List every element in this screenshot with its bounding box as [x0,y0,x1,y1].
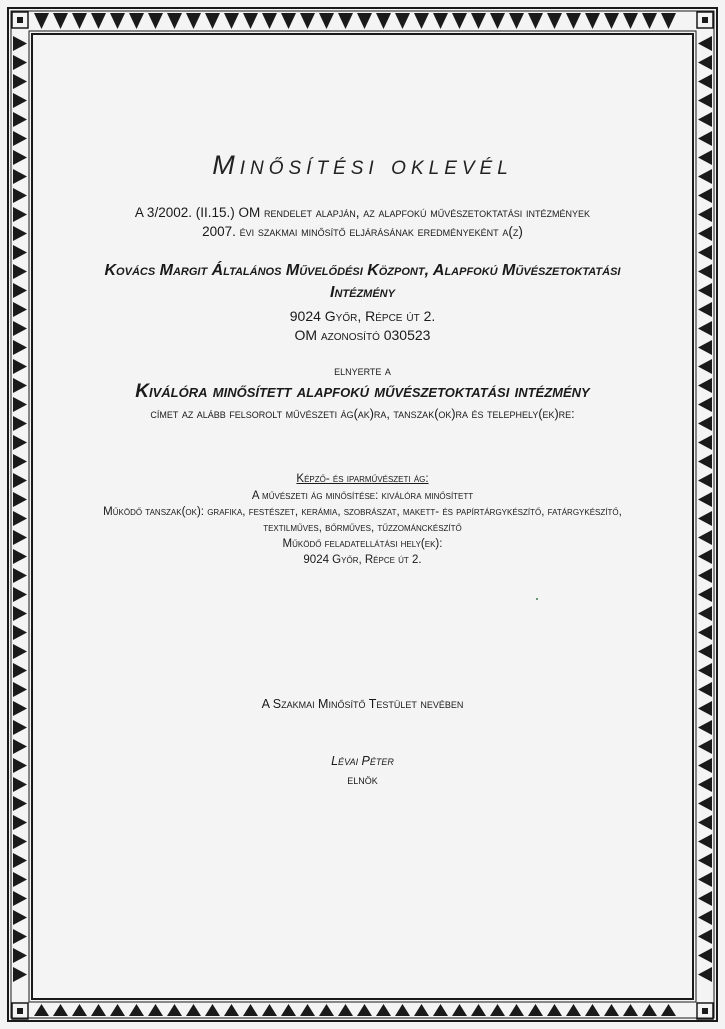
ink-speck [536,598,538,600]
intro-line-2: 2007. évi szakmai minősítő eljárásának eredményeként a(z) [202,224,523,239]
certificate-title: Minősítési oklevél [212,150,513,180]
site-address: 9024 Győr, Répce út 2. [303,554,422,566]
won-text: elnyerte a [334,364,391,378]
intro-line-1: A 3/2002. (II.15.) OM rendelet alapján, az alapfokú művészetoktatási intézmények [134,205,591,220]
certificate-content [40,0,685,1029]
branch-heading: Képző- és iparművészeti ág: [296,473,429,485]
institution-address: 9024 Győr, Répce út 2. [289,308,436,324]
branch-rating: A művészeti ág minősítése: kiválóra minősített [251,490,474,502]
institution-name-line-2: Intézmény [330,284,395,301]
site-label: Működő feladatellátási hely(ek): [282,538,443,550]
departments-line-2: textilműves, bőrműves, tűzzománckészítő [263,522,462,534]
award-title: Kiválóra minősített alapfokú művészetoktatási intézmény [135,381,590,402]
institution-name-line-1: Kovács Margit Általános Művelődési Központ, Alapfokú Művészetoktatási [104,262,621,279]
award-subtitle: címet az alább felsorolt művészeti ág(ak)ra, tanszak(ok)ra és telephely(ek)re: [150,407,575,421]
on-behalf-text: A Szakmai Minősítő Testület nevében [261,697,464,711]
om-identifier: OM azonosító 030523 [294,327,431,343]
signatory-role: elnök [347,773,378,787]
signatory-name: Lévai Péter [331,754,394,768]
departments-line-1: Működő tanszak(ok): grafika, festészet, kerámia, szobrászat, makett- és papírtárgykészítő, fatárgykészítő, [103,506,622,518]
